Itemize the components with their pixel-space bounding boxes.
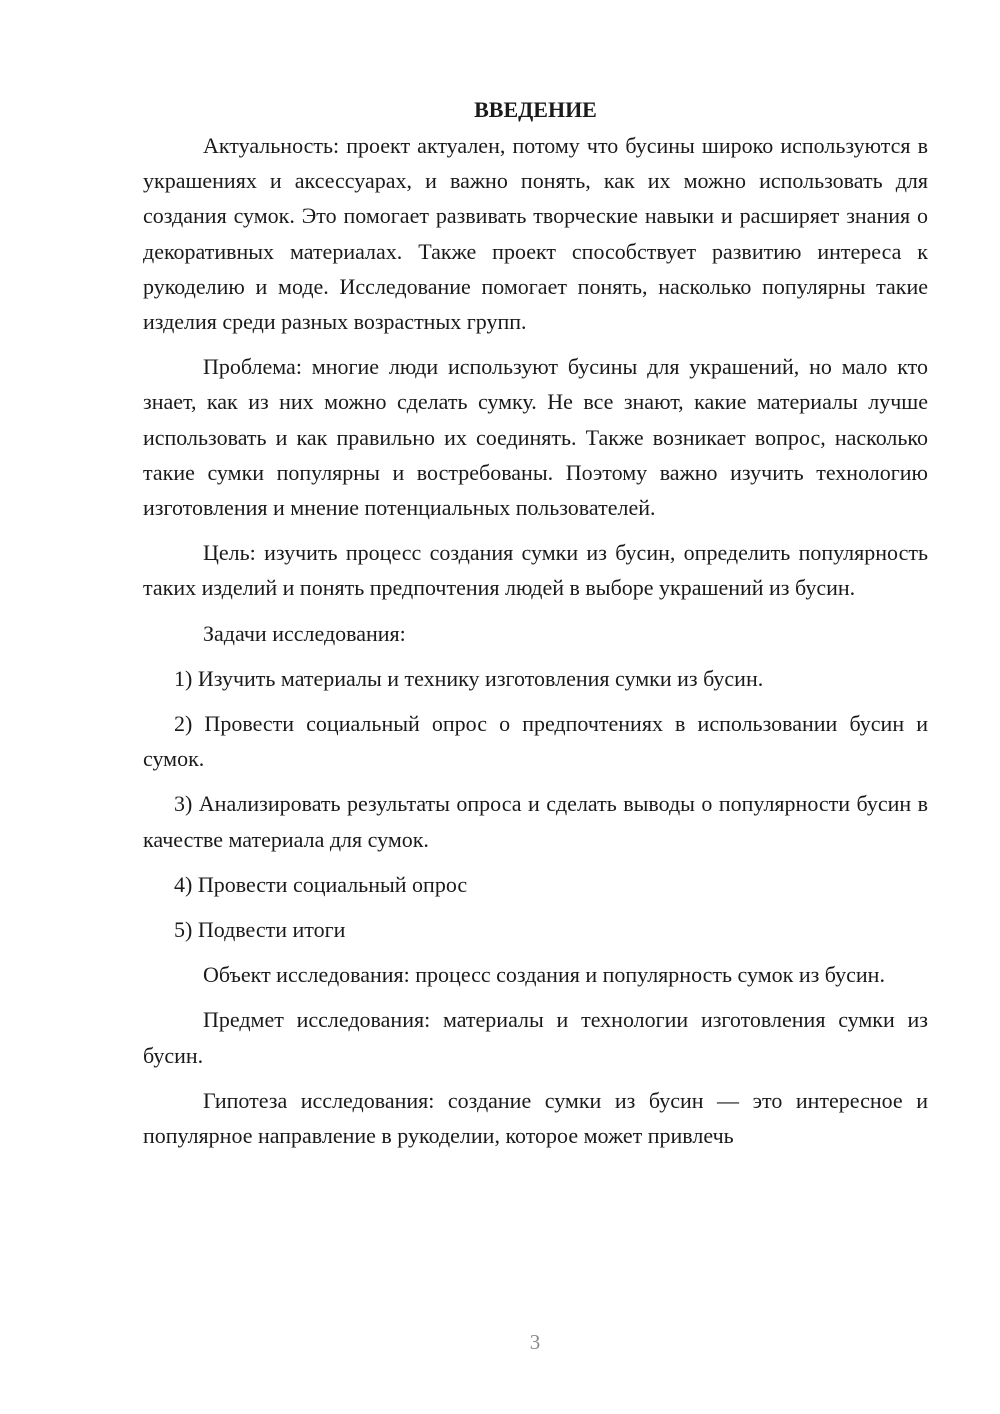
task-item-4: 4) Провести социальный опрос [174,871,468,897]
task-item-3: 3) Анализировать результаты опроса и сделать выводы о популярности бусин в качестве материала для сумок. [143,791,928,852]
task-item-2: 2) Провести социальный опрос о предпочтениях в использовании бусин и сумок. [143,711,928,772]
relevance-paragraph: Актуальность: проект актуален, потому что бусины широко используются в украшениях и аксессуарах, и важно понять, как их можно использовать для создания сумок. Это помогает развивать творческие навыки и расширяет знания о декоративных материалах. Также проект способствует развитию интереса к рукоделию и моде. Исследование помогает понять, насколько популярны такие изделия среди разных возрастных групп. [143,133,928,335]
tasks-heading: Задачи исследования: [203,620,406,646]
subject-paragraph: Предмет исследования: материалы и технологии изготовления сумки из бусин. [143,1007,928,1068]
object-paragraph: Объект исследования: процесс создания и популярность сумок из бусин. [203,962,885,988]
document-page [143,92,928,1163]
task-item-5: 5) Подвести итоги [174,917,346,943]
page-number: 3 [529,1330,541,1354]
task-item-1: 1) Изучить материалы и технику изготовления сумки из бусин. [174,665,764,691]
hypothesis-paragraph: Гипотеза исследования: создание сумки из бусин — это интересное и популярное направление в рукоделии, которое может привлечь [143,1087,928,1149]
goal-paragraph: Цель: изучить процесс создания сумки из бусин, определить популярность таких изделий и понять предпочтения людей в выборе украшений из бусин. [143,540,928,601]
problem-paragraph: Проблема: многие люди используют бусины для украшений, но мало кто знает, как из них можно сделать сумку. Не все знают, какие материалы лучше использовать и как правильно их соединять. Также возникает вопрос, насколько такие сумки популярны и востребованы. Поэтому важно изучить технологию изготовления и мнение потенциальных пользователей. [143,354,928,521]
section-title: ВВЕДЕНИЕ [474,97,597,122]
